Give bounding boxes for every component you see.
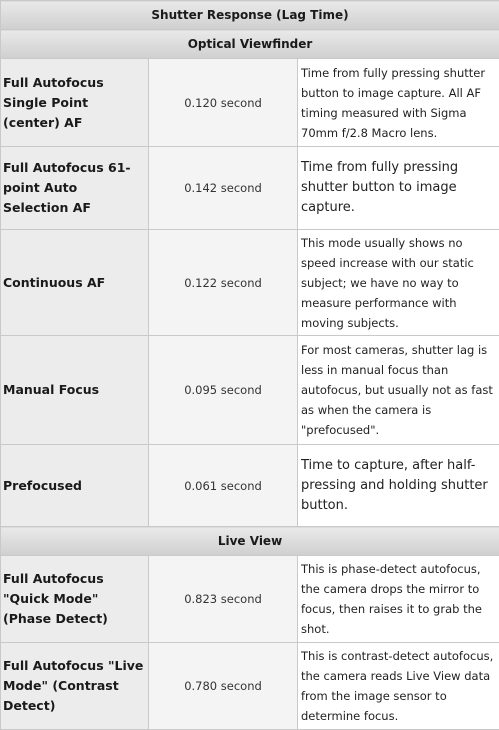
- table-row: [1, 643, 499, 730]
- lag-time-value: 0.120 second: [149, 59, 298, 147]
- table-row: [1, 556, 499, 643]
- mode-label: Full Autofocus Single Point (center) AF: [1, 59, 149, 147]
- mode-description: This mode usually shows no speed increase with our static subject; we have no way to measure performance with moving subjects.: [298, 230, 499, 336]
- table-row: [1, 336, 499, 445]
- lag-time-value: 0.823 second: [149, 556, 298, 643]
- mode-description: Time to capture, after half-pressing and holding shutter button.: [298, 445, 499, 527]
- section-heading-live-view: Live View: [1, 527, 499, 556]
- section-heading-optical-viewfinder: Optical Viewfinder: [1, 30, 499, 59]
- lag-time-value: 0.095 second: [149, 336, 298, 445]
- table-row: [1, 59, 499, 147]
- mode-description: This is phase-detect autofocus, the camera drops the mirror to focus, then raises it to grab the shot.: [298, 556, 499, 643]
- mode-description: Time from fully pressing shutter button to image capture.: [298, 147, 499, 230]
- table-row: [1, 445, 499, 527]
- mode-label: Manual Focus: [1, 336, 149, 445]
- table-title: Shutter Response (Lag Time): [1, 1, 499, 30]
- table-row: [1, 230, 499, 336]
- lag-time-value: 0.122 second: [149, 230, 298, 336]
- mode-label: Full Autofocus 61-point Auto Selection AF: [1, 147, 149, 230]
- table-row: [1, 147, 499, 230]
- table-title-row: [1, 1, 499, 30]
- lag-time-value: 0.142 second: [149, 147, 298, 230]
- mode-description: This is contrast-detect autofocus, the camera reads Live View data from the image sensor to determine focus.: [298, 643, 499, 730]
- lag-time-value: 0.061 second: [149, 445, 298, 527]
- mode-label: Full Autofocus "Live Mode" (Contrast Detect): [1, 643, 149, 730]
- mode-label: Full Autofocus "Quick Mode" (Phase Detect): [1, 556, 149, 643]
- section-header-row: [1, 30, 499, 59]
- mode-description: For most cameras, shutter lag is less in manual focus than autofocus, but usually not as fast as when the camera is "prefocused".: [298, 336, 499, 445]
- mode-label: Continuous AF: [1, 230, 149, 336]
- mode-label: Prefocused: [1, 445, 149, 527]
- lag-time-value: 0.780 second: [149, 643, 298, 730]
- mode-description: Time from fully pressing shutter button to image capture. All AF timing measured with Sigma 70mm f/2.8 Macro lens.: [298, 59, 499, 147]
- section-header-row: [1, 527, 499, 556]
